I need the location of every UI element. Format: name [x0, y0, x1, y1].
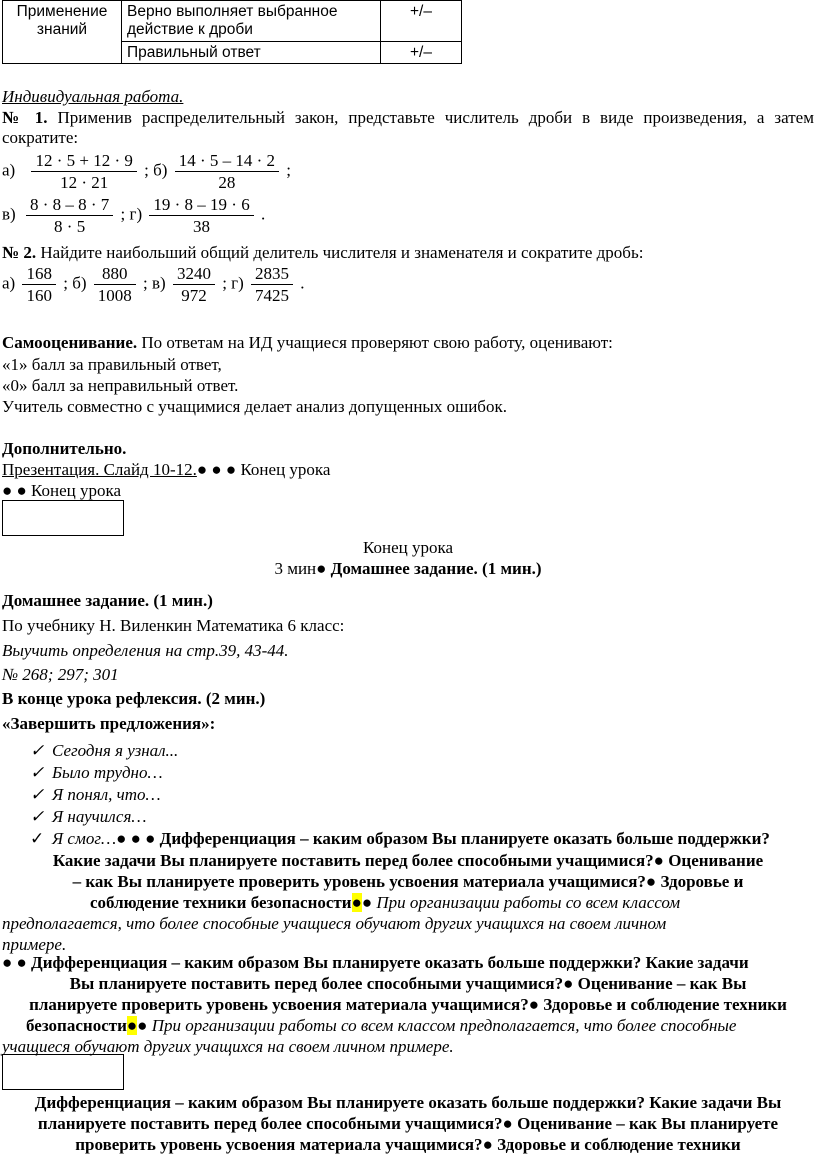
fraction-label: а): [2, 273, 16, 293]
table-cell: [122, 1, 381, 42]
list-item-text: Я понял, что…: [52, 785, 161, 804]
end-line: [2, 481, 121, 501]
note-line: примере.: [2, 935, 67, 954]
able-students-question: Какие задачи Вы планируете поставить перед более способными учащимися?: [52, 851, 654, 870]
fraction-separator: ; г): [222, 273, 244, 293]
homework-book: По учебнику Н. Виленкин Математика 6 класс:: [2, 616, 345, 635]
fraction-numerator: 14 · 5 – 14 · 2: [175, 150, 279, 172]
task2-statement: Найдите наибольший общий делитель числителя и знаменателя и сократите дробь:: [40, 243, 644, 262]
bullet-dot: ●: [482, 1135, 493, 1154]
note-line: Вы планируете поставить перед более способными учащимися?● Оценивание – как Вы: [69, 974, 747, 993]
check-icon: ✓: [30, 829, 45, 848]
bullet-dots: ● ● ●: [116, 829, 156, 848]
fraction-numerator: 880: [94, 263, 136, 285]
task2-text: [2, 243, 643, 263]
error-analysis-text: Учитель совместно с учащимися делает анализ допущенных ошибок.: [2, 397, 507, 416]
bullet-dot: ●: [502, 1114, 513, 1133]
fraction-denominator: 12 · 21: [60, 173, 109, 193]
self-assessment-text: По ответам на ИД учащиеся проверяют свою работу, оценивают:: [141, 333, 613, 352]
note-line: ● ● Дифференциация – каким образом Вы планируете оказать больше поддержки? Какие задачи: [2, 953, 749, 972]
list-item-text: Я научился…: [52, 807, 147, 826]
fraction: [251, 263, 293, 307]
note-line: планируете проверить уровень усвоения материала учащимися?● Здоровье и соблюдение техники: [29, 995, 787, 1014]
bullet-dots: ● ●: [2, 481, 27, 500]
fraction-separator: .: [260, 204, 266, 224]
end-of-lesson-text: Конец урока: [26, 481, 122, 500]
bullet-dot: ●: [137, 1016, 148, 1035]
bullet-dot: ●: [528, 995, 540, 1014]
fraction-numerator: 19 · 8 – 19 · 6: [149, 194, 253, 216]
fraction-label: а): [2, 160, 16, 180]
time-label: 3 мин: [274, 559, 317, 578]
fraction-denominator: 28: [218, 173, 236, 193]
criterion-mark: +/–: [410, 43, 432, 61]
homework-tasks: № 268; 297; 301: [2, 665, 119, 684]
fraction: [173, 263, 215, 307]
list-item-text: Я смог…: [52, 829, 117, 848]
fraction-separator: ; б): [144, 160, 168, 180]
bullet-dot: ●: [126, 1016, 138, 1035]
task1-row1: [2, 150, 291, 194]
bullet-dots: ● ●: [2, 953, 27, 972]
list-item: [30, 829, 770, 849]
task2-number: № 2.: [2, 243, 37, 262]
task1-row2: [2, 194, 265, 238]
individual-heading: Индивидуальная работа.: [2, 87, 184, 106]
fraction-numerator: 3240: [173, 263, 215, 285]
fraction-denominator: 38: [193, 217, 211, 237]
criterion-text: Правильный ответ: [127, 43, 261, 61]
fraction: [31, 150, 136, 194]
list-item: [30, 807, 146, 827]
bullet-dot: ●: [351, 893, 362, 912]
bullet-dot: ●: [645, 872, 657, 891]
fraction-denominator: 8 · 5: [54, 217, 86, 237]
fraction-numerator: 8 · 8 – 8 · 7: [26, 194, 113, 216]
homework-learn: Выучить определения на стр.39, 43-44.: [2, 641, 289, 660]
bullet-dots: ● ● ●: [196, 460, 237, 479]
presentation-line: [2, 460, 330, 480]
lesson-end-title: Конец урока: [362, 538, 454, 557]
list-item: [30, 785, 161, 805]
bullet-dot: ●: [653, 851, 664, 870]
homework-inline: Домашнее задание. (1 мин.): [326, 559, 542, 578]
note-line: – как Вы планируете проверить уровень усвоения материала учащимися?● Здоровье и: [72, 872, 744, 891]
fraction: [149, 194, 253, 238]
additional-heading: Дополнительно.: [2, 439, 127, 458]
empty-frame: [2, 1054, 124, 1090]
check-icon: ✓: [30, 741, 45, 760]
table-cell: [122, 41, 381, 64]
note-line: безопасности●● При организации работы со всем классом предполагается, что более способные: [26, 1016, 737, 1035]
list-item: [30, 763, 163, 783]
note-line: предполагается, что более способные учащиеся обучают других учащихся на своем личном: [2, 914, 667, 933]
fraction: [175, 150, 279, 194]
bullet-dot: ●: [316, 559, 327, 578]
fraction-numerator: 168: [22, 263, 56, 285]
check-icon: ✓: [30, 785, 45, 804]
reflection-sub: «Завершить предложения»:: [2, 714, 216, 733]
fraction-separator: ; г): [120, 204, 143, 224]
fraction-separator: ; б): [63, 273, 87, 293]
table-cell: [381, 1, 462, 42]
bullet-dot: ●: [563, 974, 574, 993]
table-label: Применение знаний: [16, 3, 108, 38]
empty-frame: [2, 500, 124, 536]
fraction-denominator: 7425: [255, 286, 290, 306]
check-icon: ✓: [30, 763, 45, 782]
fraction: [94, 263, 136, 307]
table-label-cell: [3, 1, 122, 64]
lesson-end-time: [0, 559, 816, 579]
fraction-denominator: 972: [181, 286, 207, 306]
check-icon: ✓: [30, 807, 45, 826]
differentiation-note: Дифференциация – каким образом Вы планируете оказать больше поддержки?: [159, 829, 770, 848]
list-item: [30, 741, 178, 761]
fraction-separator: ; в): [143, 273, 166, 293]
task1-statement: Применив распределительный закон, представьте числитель дроби в виде произведения, а затем сократите:: [2, 108, 814, 148]
score-rule-correct: «1» балл за правильный ответ,: [2, 355, 222, 374]
fraction: [22, 263, 56, 307]
homework-heading: Домашнее задание. (1 мин.): [2, 591, 213, 610]
fraction-denominator: 1008: [97, 286, 132, 306]
fraction-label: в): [2, 204, 16, 224]
fraction-separator: ;: [286, 160, 291, 180]
fraction-denominator: 160: [26, 286, 52, 306]
list-item-text: Было трудно…: [52, 763, 163, 782]
fraction-numerator: 2835: [251, 263, 293, 285]
fraction-numerator: 12 · 5 + 12 · 9: [31, 150, 136, 172]
task1-number: № 1.: [2, 108, 48, 127]
score-rule-wrong: «0» балл за неправильный ответ.: [2, 376, 239, 395]
task1-text: [2, 108, 814, 149]
criterion-mark: +/–: [410, 3, 432, 20]
self-assessment: [2, 333, 613, 353]
list-item-text: Сегодня я узнал...: [52, 741, 179, 760]
criterion-text: Верно выполняет выбранное действие к дроби: [127, 3, 338, 38]
task2-fractions: [2, 263, 305, 307]
note-line: соблюдение техники безопасности●● При организации работы со всем классом: [90, 893, 681, 912]
assessment-table: [2, 0, 462, 64]
bullet-dot: ●: [361, 893, 373, 912]
end-of-lesson-text: Конец урока: [236, 460, 331, 479]
self-assessment-heading: Самооценивание.: [2, 333, 138, 352]
note-line: планируете поставить перед более способными учащимися?● Оценивание – как Вы планируете: [37, 1114, 779, 1133]
note-line: Дифференциация – каким образом Вы планируете оказать больше поддержки? Какие задачи Вы: [34, 1093, 782, 1112]
fraction: [26, 194, 113, 238]
reflection-heading: В конце урока рефлексия. (2 мин.): [2, 689, 266, 708]
note-line: проверить уровень усвоения материала учащимися?● Здоровье и соблюдение техники: [75, 1135, 741, 1154]
note-line: учащиеся обучают других учащихся на своем личном примере.: [2, 1037, 454, 1056]
fraction-separator: .: [300, 273, 305, 293]
table-cell: [381, 41, 462, 64]
note-line: Какие задачи Вы планируете поставить перед более способными учащимися?● Оценивание: [52, 851, 764, 870]
presentation-link[interactable]: Презентация. Слайд 10-12.: [2, 460, 197, 479]
